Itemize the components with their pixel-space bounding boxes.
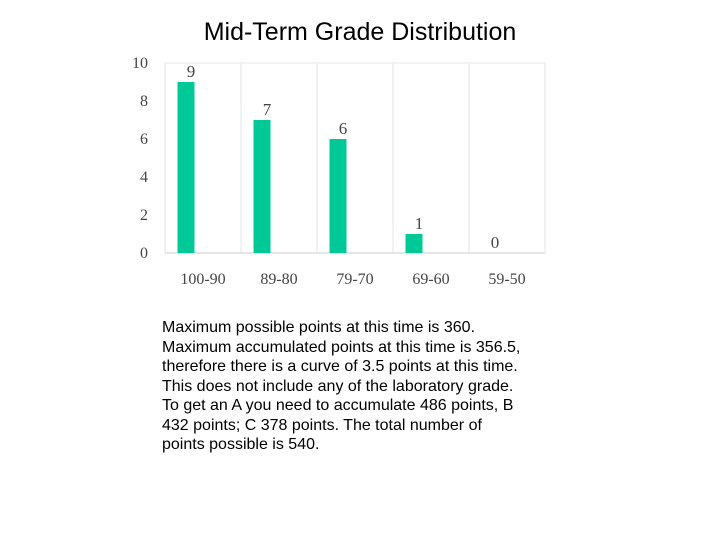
data-label: 1 bbox=[414, 214, 424, 233]
data-label: 7 bbox=[262, 100, 272, 119]
bar bbox=[406, 234, 423, 253]
bar bbox=[178, 82, 195, 253]
x-tick-label: 79-70 bbox=[336, 271, 374, 288]
x-tick-label: 89-80 bbox=[260, 271, 298, 288]
chart-title: Mid-Term Grade Distribution bbox=[203, 18, 517, 46]
data-label: 6 bbox=[338, 119, 348, 138]
y-tick-label: 8 bbox=[140, 93, 148, 110]
y-tick-label: 4 bbox=[140, 169, 148, 186]
grading-note bbox=[162, 318, 602, 455]
x-tick-label: 69-60 bbox=[412, 271, 450, 288]
data-label: 9 bbox=[186, 62, 196, 81]
bars bbox=[178, 82, 423, 253]
y-tick-label: 0 bbox=[140, 245, 148, 262]
note-line: therefore there is a curve of 3.5 points at this time. bbox=[162, 358, 518, 375]
y-tick-label: 10 bbox=[132, 55, 148, 72]
y-axis-ticks bbox=[132, 55, 148, 262]
x-tick-label: 100-90 bbox=[180, 271, 226, 288]
gridlines bbox=[165, 63, 545, 253]
note-line: Maximum possible points at this time is 360. bbox=[162, 319, 476, 336]
note-line: points possible is 540. bbox=[162, 436, 320, 453]
x-tick-label: 59-50 bbox=[488, 271, 526, 288]
note-line: This does not include any of the laboratory grade. bbox=[162, 377, 514, 395]
data-label: 0 bbox=[490, 233, 500, 252]
x-axis-ticks bbox=[180, 271, 525, 288]
note-line: Maximum accumulated points at this time is 356.5, bbox=[162, 338, 521, 356]
note-line: 432 points; C 378 points. The total number of bbox=[162, 416, 482, 434]
note-line: To get an A you need to accumulate 486 points, B bbox=[162, 397, 514, 414]
y-tick-label: 2 bbox=[140, 207, 148, 224]
y-tick-label: 6 bbox=[140, 131, 148, 148]
bar bbox=[254, 120, 271, 253]
bar bbox=[330, 139, 347, 253]
